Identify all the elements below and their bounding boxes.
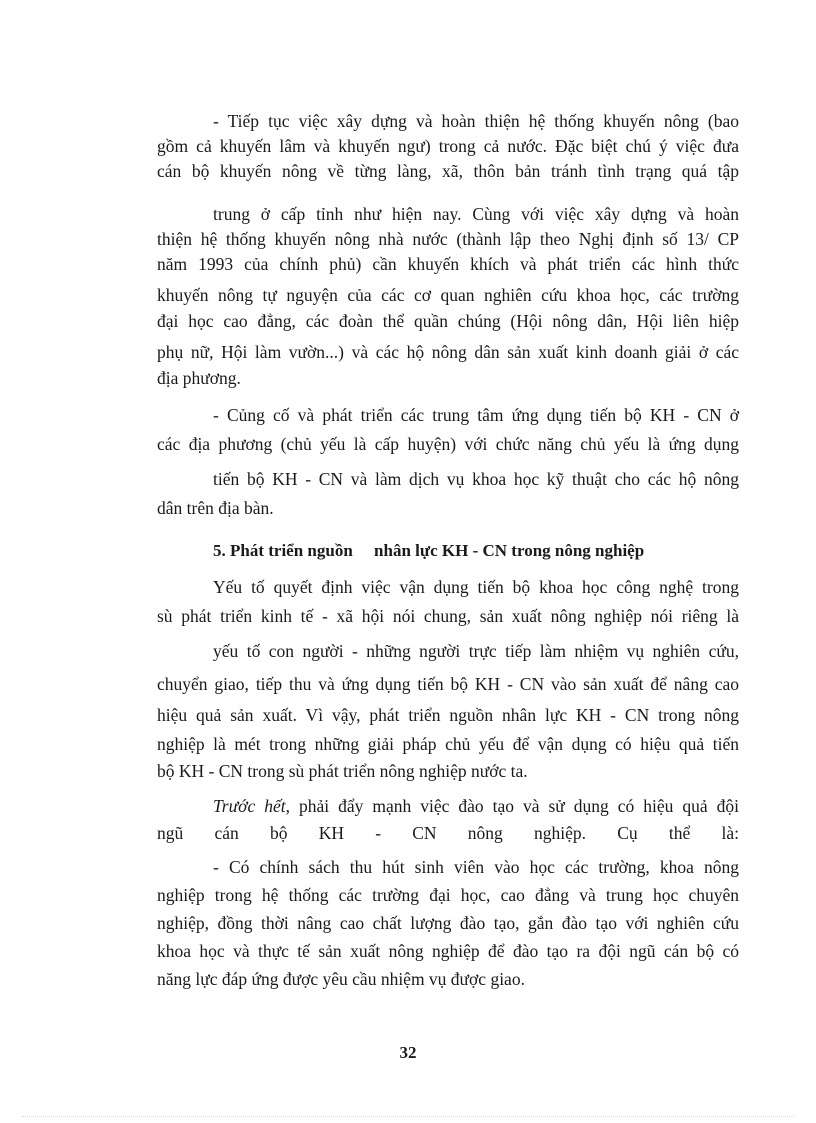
text-line: - Củng cố và phát triển các trung tâm ứng dụng tiến bộ KH - CN ở <box>213 405 739 425</box>
text-line: năng lực đáp ứng được yêu cầu nhiệm vụ được giao. <box>157 969 525 989</box>
text-line: địa phương. <box>157 368 241 388</box>
text-line: năm 1993 của chính phủ) cần khuyến khích và phát triển các hình thức <box>157 254 739 274</box>
text-line: gồm cả khuyến lâm và khuyến ngư) trong cả nước. Đặc biệt chú ý việc đưa <box>157 136 739 156</box>
text-line: thiện hệ thống khuyến nông nhà nước (thành lập theo Nghị định số 13/ CP <box>157 229 739 249</box>
text-line: bộ KH - CN trong sù phát triển nông nghiệp nước ta. <box>157 761 528 781</box>
text-line: dân trên địa bàn. <box>157 498 274 518</box>
text-line: hiệu quả sản xuất. Vì vậy, phát triển nguồn nhân lực KH - CN trong nông <box>157 705 739 725</box>
text-line: đại học cao đẳng, các đoàn thể quần chúng (Hội nông dân, Hội liên hiệp <box>157 311 739 331</box>
text-line: nghiệp, đồng thời nâng cao chất lượng đào tạo, gắn đào tạo với nghiên cứu <box>157 913 739 933</box>
text-line: cán bộ khuyến nông về từng làng, xã, thôn bản tránh tình trạng quá tập <box>157 161 739 181</box>
text-line: khuyến nông tự nguyện của các cơ quan nghiên cứu khoa học, các trường <box>157 285 739 305</box>
italic-emphasis: Trước hết <box>213 796 286 816</box>
text-line: ngũ cán bộ KH - CN nông nghiệp. Cụ thể là: <box>157 823 739 843</box>
text-line: - Tiếp tục việc xây dựng và hoàn thiện hệ thống khuyến nông (bao <box>213 111 739 131</box>
text-line: phụ nữ, Hội làm vườn...) và các hộ nông dân sản xuất kinh doanh giải ở các <box>157 342 739 362</box>
text-line: nghiệp trong hệ thống các trường đại học, cao đẳng và trung học chuyên <box>157 885 739 905</box>
text-line: - Có chính sách thu hút sinh viên vào học các trường, khoa nông <box>213 857 739 877</box>
text-line: sù phát triển kinh tế - xã hội nói chung, sản xuất nông nghiệp nói riêng là <box>157 606 739 626</box>
text-run: , phải đẩy mạnh việc đào tạo và sử dụng có hiệu quả đội <box>285 796 739 816</box>
text-line <box>213 795 739 817</box>
text-line: Yếu tố quyết định việc vận dụng tiến bộ khoa học công nghệ trong <box>213 577 739 597</box>
section-heading: 5. Phát triển nguồn nhân lực KH - CN trong nông nghiệp <box>213 541 645 560</box>
text-line: chuyển giao, tiếp thu và ứng dụng tiến bộ KH - CN vào sản xuất để nâng cao <box>157 674 739 694</box>
text-line: các địa phương (chủ yếu là cấp huyện) với chức năng chủ yếu là ứng dụng <box>157 434 739 454</box>
page-number: 32 <box>399 1043 417 1062</box>
text-line: tiến bộ KH - CN và làm dịch vụ khoa học kỹ thuật cho các hộ nông <box>213 469 739 489</box>
bottom-rule <box>22 1116 794 1117</box>
text-line: yếu tố con người - những người trực tiếp làm nhiệm vụ nghiên cứu, <box>213 641 739 661</box>
text-line: khoa học và thực tế sản xuất nông nghiệp để đào tạo ra đội ngũ cán bộ có <box>157 941 739 961</box>
text-line: trung ở cấp tỉnh như hiện nay. Cùng với việc xây dựng và hoàn <box>213 204 739 224</box>
text-line: nghiệp là mét trong những giải pháp chủ yếu để vận dụng có hiệu quả tiến <box>157 734 739 754</box>
